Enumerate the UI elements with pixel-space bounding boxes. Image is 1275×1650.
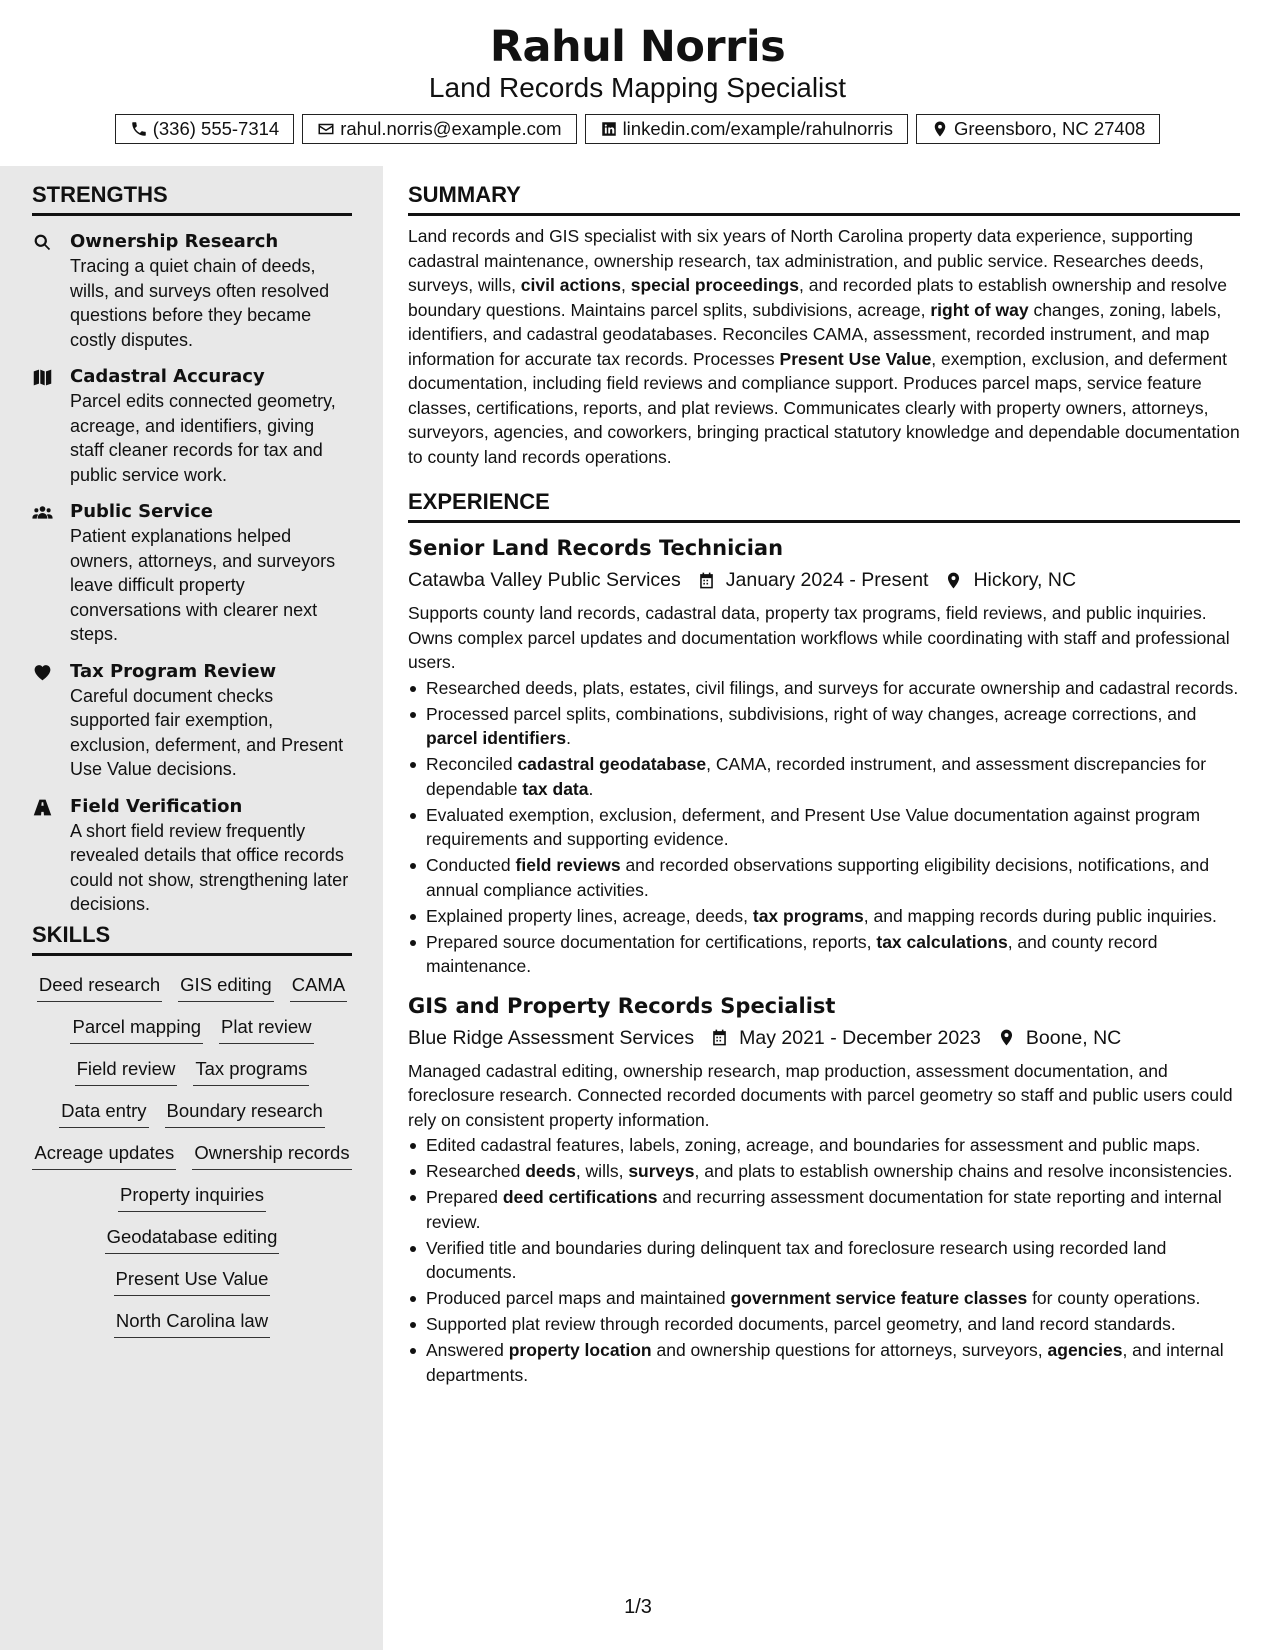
strength-item <box>32 795 352 917</box>
skill-tag: Geodatabase editing <box>105 1224 280 1254</box>
job-title: Senior Land Records Technician <box>408 536 784 560</box>
strength-desc: A short field review frequently revealed details that office records could not show, strengthening later decisions. <box>70 820 349 914</box>
main-content <box>408 166 1240 1389</box>
bullet-part: . <box>566 728 571 748</box>
job-dates: January 2024 - Present <box>725 569 929 591</box>
skill-tag: Tax programs <box>193 1056 309 1086</box>
map-icon <box>32 367 53 388</box>
bullet-part: , and mapping records during public inquiries. <box>863 905 1217 926</box>
bullet-part: Reconciled <box>426 754 518 774</box>
skill-tag: Ownership records <box>192 1140 351 1170</box>
job-bullet <box>408 1185 1240 1234</box>
strength-desc: Parcel edits connected geometry, acreage, and identifiers, giving staff cleaner records for tax and public service work. <box>70 391 336 485</box>
strength-item <box>32 230 352 352</box>
summary-section <box>408 182 1240 469</box>
bullet-part: property location <box>508 1340 652 1360</box>
strength-item <box>32 500 352 647</box>
bullet-part: , and plats to establish ownership chains and resolve inconsistencies. <box>694 1161 1233 1181</box>
job-bullet <box>408 1338 1240 1387</box>
job-bullet <box>408 853 1240 902</box>
phone-text: (336) 555-7314 <box>152 118 280 139</box>
job-location: Hickory, NC <box>973 569 1077 591</box>
skill-tag: Boundary research <box>165 1098 325 1128</box>
bullet-part: field reviews <box>515 855 621 875</box>
map-marker-icon <box>997 1028 1016 1047</box>
candidate-title: Land Records Mapping Specialist <box>428 72 847 103</box>
skills-section <box>32 922 352 1338</box>
bullet-part: parcel identifiers <box>426 728 567 748</box>
job-description: Supports county land records, cadastral data, property tax programs, field reviews, and public inquiries. Owns complex parcel updates and documentation workflows while coordinating with staff and professional users. <box>408 603 1230 672</box>
bullet-part: Researched <box>426 1161 526 1181</box>
skills-list <box>32 972 352 1338</box>
contact-email[interactable] <box>302 114 576 144</box>
job-meta <box>408 565 1240 595</box>
job-bullet <box>408 1236 1240 1285</box>
job-bullets <box>408 1133 1240 1387</box>
strengths-heading: STRENGTHS <box>32 182 352 216</box>
job-bullets <box>408 676 1240 979</box>
email-text: rahul.norris@example.com <box>340 118 562 139</box>
skill-tag: Present Use Value <box>114 1266 271 1296</box>
page-number: 1/3 <box>624 1596 652 1618</box>
strength-title: Tax Program Review <box>70 660 277 682</box>
bullet-part: tax calculations <box>876 931 1008 952</box>
summary-part: , and recorded plats to establish ownership and resolve boundary questions. Maintains parcel splits, subdivisions, acreage, <box>408 275 1228 320</box>
experience-section <box>408 489 1240 1387</box>
skill-tag: Field review <box>75 1056 178 1086</box>
bullet-part: and recorded observations supporting eligibility decisions, notifications, and annual compliance activities. <box>426 855 1210 900</box>
strength-item <box>32 365 352 487</box>
users-icon <box>32 502 53 523</box>
summary-part: right of way <box>930 299 1029 320</box>
phone-icon <box>130 120 148 138</box>
job-bullet <box>408 752 1240 801</box>
bullet-part: and ownership questions for attorneys, surveyors, <box>651 1340 1048 1360</box>
skills-heading: SKILLS <box>32 922 352 956</box>
bullet-part: Edited cadastral features, labels, zoning, acreage, and boundaries for assessment and public maps. <box>426 1135 1201 1155</box>
contact-bar <box>0 114 1275 144</box>
strength-item <box>32 660 352 782</box>
resume-header <box>0 0 1275 166</box>
summary-part: changes, zoning, labels, identifiers, and cadastral geodatabases. Reconciles CAMA, assessment, recorded instrument, and map information for accurate tax records. Processes <box>408 299 1222 369</box>
bullet-part: and recurring assessment documentation for state reporting and internal review. <box>426 1187 1222 1232</box>
map-marker-icon <box>944 571 963 590</box>
strength-desc: Tracing a quiet chain of deeds, wills, and surveys often resolved questions before they became costly disputes. <box>70 256 330 350</box>
strength-desc: Careful document checks supported fair exemption, exclusion, deferment, and Present Use Value decisions. <box>70 685 344 779</box>
job-bullet <box>408 930 1240 979</box>
bullet-part: , and internal departments. <box>426 1340 1224 1385</box>
bullet-part: tax data <box>522 778 589 799</box>
job-company: Catawba Valley Public Services <box>408 569 681 591</box>
bullet-part: Prepared <box>426 1187 503 1207</box>
summary-part: , <box>620 275 631 295</box>
bullet-part: , and county record maintenance. <box>426 931 1158 976</box>
linkedin-icon <box>600 120 618 138</box>
contact-linkedin[interactable] <box>585 114 908 144</box>
skill-tag: Data entry <box>59 1098 148 1128</box>
skill-tag: Property inquiries <box>118 1182 266 1212</box>
bullet-part: , wills, <box>575 1161 629 1181</box>
bullet-part: for county operations. <box>1027 1288 1201 1308</box>
bullet-part: government service feature classes <box>730 1288 1028 1308</box>
summary-part: Present Use Value <box>779 348 932 369</box>
summary-part: , exemption, exclusion, and deferment documentation, including field reviews and compliance support. Produces parcel maps, service feature classes, certifications, reports, and plat reviews. Communicates clearly with property owners, attorneys, surveyors, agencies, and coworkers, bringing practical statutory knowledge and dependable documentation to county land records operations. <box>408 348 1240 467</box>
summary-part: civil actions <box>520 275 621 295</box>
job-dates: May 2021 - December 2023 <box>739 1026 981 1049</box>
summary-text <box>408 224 1240 469</box>
job-meta <box>408 1023 1240 1053</box>
job-bullet <box>408 702 1240 751</box>
strength-title: Cadastral Accuracy <box>70 366 265 387</box>
bullet-part: Verified title and boundaries during delinquent tax and foreclosure research using recorded land documents. <box>426 1237 1167 1282</box>
job-bullet <box>408 676 1240 701</box>
bullet-part: , CAMA, recorded instrument, and assessment discrepancies for dependable <box>426 754 1207 799</box>
summary-heading: SUMMARY <box>408 182 1240 216</box>
experience-heading: EXPERIENCE <box>408 489 1240 523</box>
summary-part: Land records and GIS specialist with six years of North Carolina property data experience, supporting cadastral maintenance, ownership research, tax administration, and public service. Researches deeds, surveys, wills, <box>408 226 1204 295</box>
bullet-part: agencies <box>1047 1340 1123 1360</box>
bullet-part: Produced parcel maps and maintained <box>426 1288 731 1308</box>
job-bullet <box>408 1159 1240 1184</box>
bullet-part: deeds <box>525 1161 576 1181</box>
bullet-part: Evaluated exemption, exclusion, deferment, and Present Use Value documentation against program requirements and supporting evidence. <box>426 804 1201 849</box>
strength-title: Public Service <box>70 501 213 522</box>
skill-tag: Deed research <box>37 972 162 1002</box>
skill-tag: North Carolina law <box>114 1308 270 1338</box>
skill-tag: Plat review <box>219 1014 313 1044</box>
job-bullet <box>408 1286 1240 1311</box>
job-bullet <box>408 1133 1240 1158</box>
bullet-part: tax programs <box>752 905 864 926</box>
skill-tag: Parcel mapping <box>70 1014 203 1044</box>
job-location: Boone, NC <box>1025 1026 1122 1049</box>
envelope-icon <box>317 120 335 138</box>
summary-part: special proceedings <box>630 275 799 295</box>
bullet-part: Answered <box>426 1340 509 1360</box>
skill-tag: CAMA <box>290 972 347 1002</box>
calendar-icon <box>710 1028 729 1047</box>
bullet-part: Prepared source documentation for certifications, reports, <box>426 931 877 952</box>
strength-desc: Patient explanations helped owners, attorneys, and surveyors leave difficult property conversations with clearer next steps. <box>70 526 336 644</box>
search-icon <box>32 232 53 253</box>
candidate-name: Rahul Norris <box>489 22 786 72</box>
job-entry <box>408 991 1240 1388</box>
heart-icon <box>32 662 53 683</box>
bullet-part: deed certifications <box>502 1187 658 1207</box>
linkedin-text: linkedin.com/example/rahulnorris <box>622 118 893 139</box>
bullet-part: . <box>588 778 594 799</box>
job-company: Blue Ridge Assessment Services <box>408 1026 695 1049</box>
location-text: Greensboro, NC 27408 <box>954 118 1146 139</box>
strength-title: Ownership Research <box>70 231 279 252</box>
job-entry <box>408 533 1240 979</box>
strength-title: Field Verification <box>70 795 243 817</box>
bullet-part: Explained property lines, acreage, deeds, <box>426 905 753 926</box>
bullet-part: Conducted <box>426 855 516 875</box>
job-bullet <box>408 904 1240 929</box>
bullet-part: Processed parcel splits, combinations, subdivisions, right of way changes, acreage corrections, and <box>426 703 1197 724</box>
bullet-part: cadastral geodatabase <box>517 754 707 774</box>
job-description: Managed cadastral editing, ownership research, map production, assessment documentation, and foreclosure research. Connected recorded documents with parcel geometry so staff and public users could rely on consistent property information. <box>408 1060 1233 1130</box>
contact-location <box>916 114 1160 144</box>
job-bullet <box>408 803 1240 852</box>
road-icon <box>32 797 53 818</box>
job-title: GIS and Property Records Specialist <box>408 993 836 1018</box>
skill-tag: GIS editing <box>178 972 274 1002</box>
bullet-part: Supported plat review through recorded documents, parcel geometry, and land record standards. <box>426 1314 1176 1334</box>
map-marker-icon <box>931 120 949 138</box>
skill-tag: Acreage updates <box>32 1140 176 1170</box>
bullet-part: surveys <box>628 1161 695 1181</box>
contact-phone[interactable] <box>115 114 295 144</box>
calendar-icon <box>697 571 716 590</box>
strengths-section <box>32 182 352 917</box>
job-bullet <box>408 1312 1240 1337</box>
sidebar <box>0 166 383 1650</box>
bullet-part: Researched deeds, plats, estates, civil filings, and surveys for accurate ownership and cadastral records. <box>426 677 1239 698</box>
